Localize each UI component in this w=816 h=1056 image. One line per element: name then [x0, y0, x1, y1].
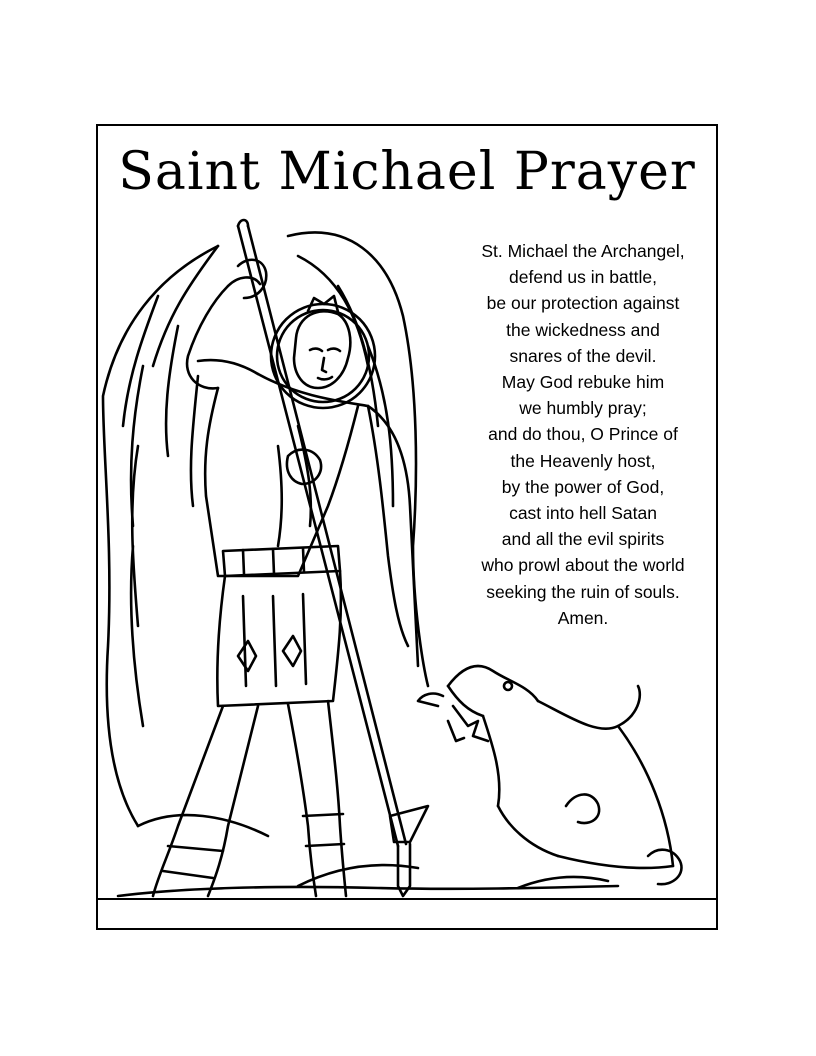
prayer-line: May God rebuke him	[501, 372, 665, 393]
spear-illustration	[238, 220, 428, 896]
prayer-line: the Heavenly host,	[510, 450, 656, 471]
prayer-line: we humbly pray;	[519, 398, 647, 419]
prayer-line: and all the evil spirits	[501, 529, 665, 550]
legs-illustration	[153, 701, 346, 896]
dragon-illustration	[418, 666, 681, 884]
coloring-page-frame	[96, 124, 718, 930]
prayer-line: cast into hell Satan	[509, 503, 657, 524]
prayer-line: the wickedness and	[506, 319, 660, 340]
prayer-text	[438, 238, 728, 631]
prayer-line: Amen.	[557, 607, 609, 628]
page-title: Saint Michael Prayer	[118, 142, 696, 202]
prayer-line: who prowl about the world	[481, 555, 685, 576]
ground-illustration	[118, 815, 618, 896]
prayer-line: snares of the devil.	[509, 345, 657, 366]
tunic-illustration	[217, 571, 341, 706]
prayer-line: be our protection against	[486, 293, 680, 314]
prayer-line: St. Michael the Archangel,	[481, 241, 685, 261]
right-wing-illustration	[288, 233, 428, 686]
prayer-line: defend us in battle,	[509, 267, 657, 288]
left-wing-illustration	[103, 246, 218, 826]
prayer-line: by the power of God,	[501, 476, 665, 497]
prayer-line: seeking the ruin of souls.	[486, 581, 680, 602]
raised-arm-illustration	[187, 260, 266, 389]
prayer-line: and do thou, O Prince of	[488, 424, 678, 445]
halo-illustration	[271, 304, 375, 408]
bottom-divider	[98, 898, 716, 900]
